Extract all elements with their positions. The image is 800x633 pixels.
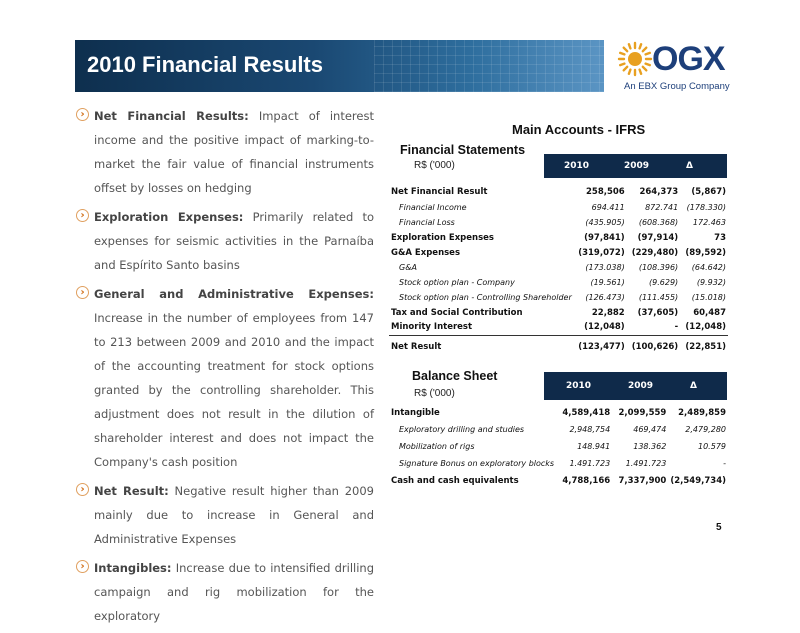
bullet-lead: Net Result:	[94, 484, 169, 498]
value-2010: 258,506	[585, 187, 625, 197]
value-2010: (126.473)	[585, 293, 625, 302]
table-row	[389, 290, 728, 305]
value-delta: (12,048)	[680, 320, 728, 335]
value-2010: (19.561)	[590, 278, 625, 287]
value-2009: 138.362	[633, 442, 667, 451]
table-row	[389, 472, 728, 489]
col-header-2009: 2009	[624, 161, 650, 171]
row-label: Cash and cash equivalents	[391, 475, 519, 486]
value-delta: (178.330)	[686, 203, 726, 212]
balance-sheet-header	[544, 372, 727, 400]
row-label: Stock option plan - Company	[399, 278, 515, 287]
bullet-item	[78, 104, 374, 200]
title-banner	[75, 40, 604, 92]
row-label: Net Financial Result	[391, 187, 488, 197]
value-2010: 148.941	[577, 442, 611, 451]
financial-statements-header	[544, 154, 727, 178]
main-accounts-title: Main Accounts - IFRS	[512, 122, 646, 137]
table-row	[389, 230, 728, 245]
value-2009: 872.741	[645, 203, 679, 212]
row-label: Minority Interest	[389, 320, 574, 335]
row-label: Intangible	[391, 407, 440, 418]
row-label: Mobilization of rigs	[399, 442, 475, 451]
value-delta: 73	[714, 232, 726, 243]
value-2009: (108.396)	[638, 263, 679, 272]
row-label: Stock option plan - Controlling Shareholder	[399, 293, 572, 302]
sun-icon	[618, 42, 652, 76]
table-row	[389, 320, 728, 335]
bullet-item	[78, 205, 374, 277]
value-2010: 22,882	[591, 307, 625, 318]
bullet-text	[94, 282, 374, 474]
value-2010: (97,841)	[584, 232, 625, 243]
bullet-lead: General and Administrative Expenses:	[94, 287, 374, 301]
value-2009: 7,337,900	[618, 475, 667, 486]
bullet-item	[78, 479, 374, 551]
col-header-2010: 2010	[564, 161, 590, 171]
row-label: G&A	[399, 263, 417, 272]
bullet-body: Increase in the number of employees from 147 to 213 between 2009 and 2010 and the impact of the accounting treatment for stock options granted by the controlling shareholder. This adjustment does not result in the dilution of shareholder interest and does not impact the Company's cash position	[94, 311, 374, 469]
table-row	[389, 455, 728, 472]
balance-sheet-table	[389, 404, 728, 489]
chevron-right-icon: ›	[76, 560, 89, 573]
col-header-delta: Δ	[686, 161, 693, 171]
col-header-delta: Δ	[690, 381, 697, 391]
value-2009: (111.455)	[638, 293, 679, 302]
bullet-lead: Intangibles:	[94, 561, 172, 575]
value-2009: 264,373	[639, 187, 679, 197]
value-2010: (173.038)	[585, 263, 625, 272]
financial-statements-unit: R$ ('000)	[414, 160, 455, 171]
col-header-2009: 2009	[628, 381, 654, 391]
row-label: Financial Loss	[399, 218, 455, 227]
bullet-lead: Exploration Expenses:	[94, 210, 244, 224]
value-2009: (608.368)	[638, 218, 679, 227]
value-delta: 172.463	[692, 218, 726, 227]
row-label: G&A Expenses	[391, 247, 461, 258]
bullet-body: Primarily related to expenses for seismic activities in the Parnaíba and Espírito Santo basins	[94, 210, 374, 272]
company-logo	[616, 40, 728, 98]
value-2009: 1.491.723	[625, 459, 667, 468]
bullet-text	[94, 104, 374, 200]
page-title: 2010 Financial Results	[87, 52, 323, 77]
value-delta: (2,549,734)	[670, 475, 726, 486]
table-row	[389, 335, 728, 358]
table-row	[389, 438, 728, 455]
bullet-list	[78, 104, 374, 633]
value-delta: 2,479,280	[685, 425, 726, 434]
value-2010: 4,589,418	[562, 407, 611, 418]
value-delta: (22,851)	[685, 341, 726, 352]
value-2010: (12,048)	[574, 320, 627, 335]
table-row	[389, 404, 728, 421]
balance-sheet-title: Balance Sheet	[412, 369, 498, 383]
value-2009: (100,626)	[631, 341, 679, 352]
value-2009: (229,480)	[631, 247, 679, 258]
value-2010: (319,072)	[578, 247, 625, 258]
value-2010: (123,477)	[578, 341, 625, 352]
bullet-body: Negative result higher than 2009 mainly due to increase in General and Administrative Expenses	[94, 484, 374, 546]
value-2010: 2,948,754	[569, 425, 611, 434]
table-row	[389, 184, 728, 200]
table-row	[389, 215, 728, 230]
value-delta: 60,487	[693, 307, 726, 318]
value-2009: (97,914)	[637, 232, 679, 243]
value-delta: (9.932)	[696, 278, 726, 287]
row-label: Exploration Expenses	[391, 232, 494, 243]
value-2009: -	[627, 320, 680, 335]
value-2009: (9.629)	[649, 278, 679, 287]
banner-pattern	[374, 40, 604, 92]
row-label: Signature Bonus on exploratory blocks	[399, 459, 555, 468]
balance-sheet-unit: R$ ('000)	[414, 388, 455, 399]
value-2010: 1.491.723	[569, 459, 611, 468]
row-label: Net Result	[391, 341, 442, 352]
value-delta: 2,489,859	[678, 407, 726, 418]
bullet-text	[94, 205, 374, 277]
page-number: 5	[716, 522, 722, 533]
value-delta: 10.579	[698, 442, 726, 451]
chevron-right-icon: ›	[76, 209, 89, 222]
value-2009: 2,099,559	[618, 407, 667, 418]
value-delta: -	[723, 459, 726, 468]
logo-wordmark: OGX	[652, 40, 725, 78]
bullet-item	[78, 282, 374, 474]
value-2010: (435.905)	[585, 218, 625, 227]
table-row	[389, 245, 728, 260]
value-2009: 469,474	[633, 425, 667, 434]
value-delta: (89,592)	[685, 247, 726, 258]
financial-statements-title: Financial Statements	[400, 143, 526, 157]
bullet-lead: Net Financial Results:	[94, 109, 249, 123]
bullet-item	[78, 556, 374, 628]
table-row	[389, 260, 728, 275]
value-2009: (37,605)	[637, 307, 679, 318]
chevron-right-icon: ›	[76, 483, 89, 496]
value-delta: (15.018)	[691, 293, 726, 302]
bullet-text	[94, 556, 374, 628]
value-delta: (5,867)	[691, 187, 726, 197]
row-label: Exploratory drilling and studies	[399, 425, 525, 434]
value-2010: 4,788,166	[562, 475, 611, 486]
chevron-right-icon: ›	[76, 108, 89, 121]
financial-statements-table	[389, 184, 728, 358]
row-label: Financial Income	[399, 203, 467, 212]
col-header-2010: 2010	[566, 381, 592, 391]
table-row	[389, 200, 728, 215]
bullet-text	[94, 479, 374, 551]
value-delta: (64.642)	[691, 263, 726, 272]
value-2010: 694.411	[591, 203, 625, 212]
table-row	[389, 305, 728, 320]
bullet-body: Increase due to intensified drilling campaign and rig mobilization for the exploratory	[94, 561, 374, 623]
table-row	[389, 421, 728, 438]
bullet-body: Impact of interest income and the positive impact of marking-to-market the fair value of financial instruments offset by losses on hedging	[94, 109, 374, 195]
table-row	[389, 275, 728, 290]
row-label: Tax and Social Contribution	[391, 307, 523, 318]
chevron-right-icon: ›	[76, 286, 89, 299]
logo-tagline: An EBX Group Company	[624, 81, 730, 92]
